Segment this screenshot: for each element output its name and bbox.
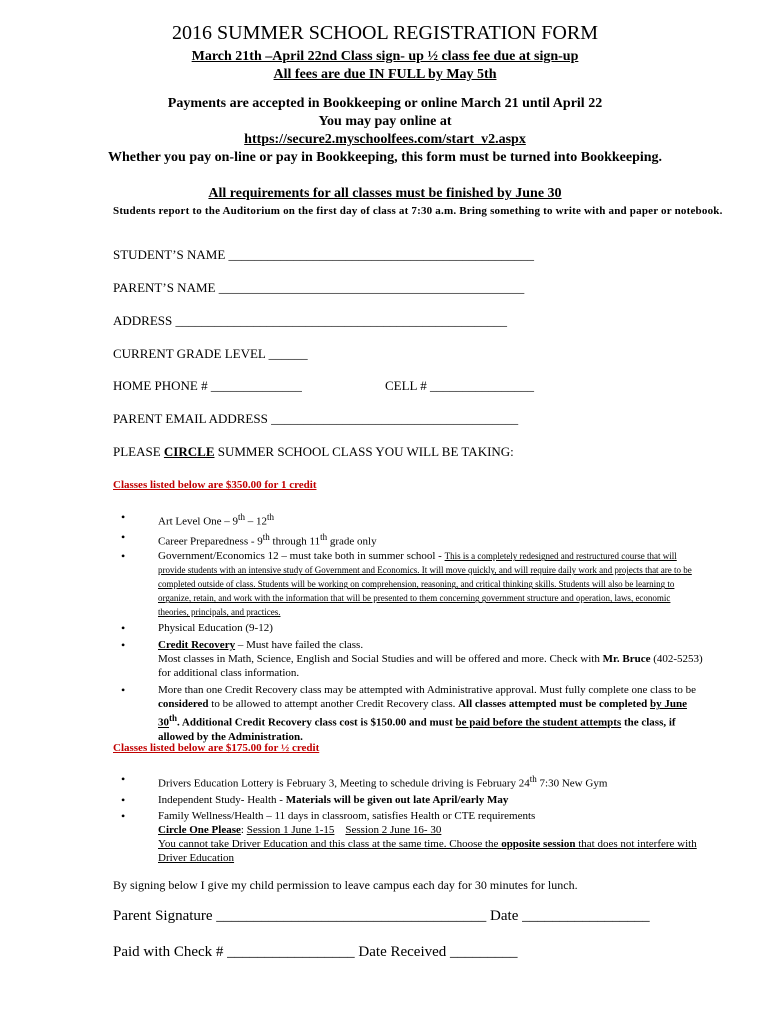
section-350-list: [113, 510, 703, 744]
report-instructions: Students report to the Auditorium on the first day of class at 7:30 a.m. Bring something to write with and paper or notebook.: [113, 205, 723, 217]
list-item-pe[interactable]: • Physical Education (9-12): [113, 621, 703, 635]
circle-word: CIRCLE: [163, 444, 215, 459]
parent-signature-field[interactable]: Parent Signature ____________________________________ Date _________________: [113, 908, 650, 924]
address-field[interactable]: ADDRESS ___________________________________________________: [113, 313, 507, 328]
section-350-heading: Classes listed below are $350.00 for 1 credit: [113, 479, 317, 491]
cell-phone-field[interactable]: CELL # ________________: [385, 378, 535, 393]
list-item-independent-study[interactable]: • Independent Study- Health - Materials will be given out late April/early May: [113, 793, 703, 807]
pay-online-line: You may pay online at: [318, 114, 452, 129]
parent-email-field[interactable]: PARENT EMAIL ADDRESS ______________________________________: [113, 411, 519, 426]
parent-name-field[interactable]: PARENT’S NAME _______________________________________________: [113, 280, 525, 295]
circle-prefix: PLEASE: [113, 444, 164, 459]
student-name-field[interactable]: STUDENT’S NAME _______________________________________________: [113, 247, 535, 262]
list-item-credit-recovery[interactable]: • Credit Recovery – Must have failed the class. Most classes in Math, Science, English and Social Studies and will be offered and more. Check with Mr. Bruce (402-5253) for additional class information.: [113, 638, 703, 680]
list-item-career[interactable]: • Career Preparedness - 9th through 11th grade only: [113, 530, 703, 549]
list-item-government[interactable]: • Government/Economics 12 – must take both in summer school - This is a completely redesigned and restructured course that will provide students with an intensive study of Government and Economics. It will move quickly, and will require daily work and projects that are to be completed outside of class. Students will be working on comprehension, reasoning, and critical thinking skills. Students will also be learning to organize, retain, and work with the information that will be presented to them concerning government structure and operation, laws, economic theories, principals, and practices.: [113, 549, 703, 619]
list-item-multiple-credit-recovery[interactable]: • More than one Credit Recovery class may be attempted with Administrative approval. Must fully complete one class to be considered to be allowed to attempt another Credit Recovery class. All classes attempted must be completed by June 30th. Additional Credit Recovery class cost is $150.00 and must be paid before the student attempts the class, if allowed by the Administration.: [113, 683, 703, 744]
list-item-drivers-ed[interactable]: • Drivers Education Lottery is February 3, Meeting to schedule driving is February 24th 7:30 New Gym: [113, 772, 703, 791]
paid-with-check-field[interactable]: Paid with Check # _________________ Date Received _________: [113, 944, 518, 960]
section-175-heading: Classes listed below are $175.00 for ½ credit: [113, 742, 320, 754]
payments-line: Payments are accepted in Bookkeeping or online March 21 until April 22: [167, 96, 603, 111]
grade-level-field[interactable]: CURRENT GRADE LEVEL ______: [113, 346, 308, 361]
signup-dates-line: March 21th –April 22nd Class sign- up ½ class fee due at sign-up: [191, 49, 579, 64]
list-item-family-wellness[interactable]: • Family Wellness/Health – 11 days in classroom, satisfies Health or CTE requirements Circle One Please: Session 1 June 1-15 Session 2 June 16- 30 You cannot take Driver Education and this class at the same time. Choose the opposite session that does not interfere with Driver Education: [113, 809, 703, 865]
list-item-art[interactable]: • Art Level One – 9th – 12th: [113, 510, 703, 529]
session-1-option[interactable]: Session 1 June 1-15: [246, 823, 335, 836]
section-175-list: [113, 772, 703, 865]
lunch-permission-text: By signing below I give my child permission to leave campus each day for 30 minutes for lunch.: [113, 878, 578, 892]
circle-one-label: Circle One Please: [158, 823, 241, 836]
turn-in-line: Whether you pay on-line or pay in Bookkeeping, this form must be turned into Bookkeeping.: [107, 150, 663, 165]
requirements-deadline: All requirements for all classes must be finished by June 30: [208, 186, 562, 201]
home-phone-field[interactable]: HOME PHONE # ______________: [113, 378, 302, 393]
circle-instruction: [113, 444, 514, 460]
session-2-option[interactable]: Session 2 June 16- 30: [345, 823, 442, 836]
payment-url-link[interactable]: https://secure2.myschoolfees.com/start_v2.aspx: [244, 132, 526, 147]
form-title: 2016 SUMMER SCHOOL REGISTRATION FORM: [172, 22, 598, 44]
fees-due-line: All fees are due IN FULL by May 5th: [273, 67, 497, 82]
government-course-description: This is a completely redesigned and restructured course that will provide students with an intensive study of Government and Economics. It will move quickly, and will require daily work and projects that are to be completed outside of class. Students will be working on comprehension, reasoning, and critical thinking skills. Students will also be learning to organize, retain, and work with the information that will be presented to them concerning government structure and operation, laws, economic theories, principals, and practices.: [158, 551, 692, 618]
circle-suffix: SUMMER SCHOOL CLASS YOU WILL BE TAKING:: [214, 444, 514, 459]
